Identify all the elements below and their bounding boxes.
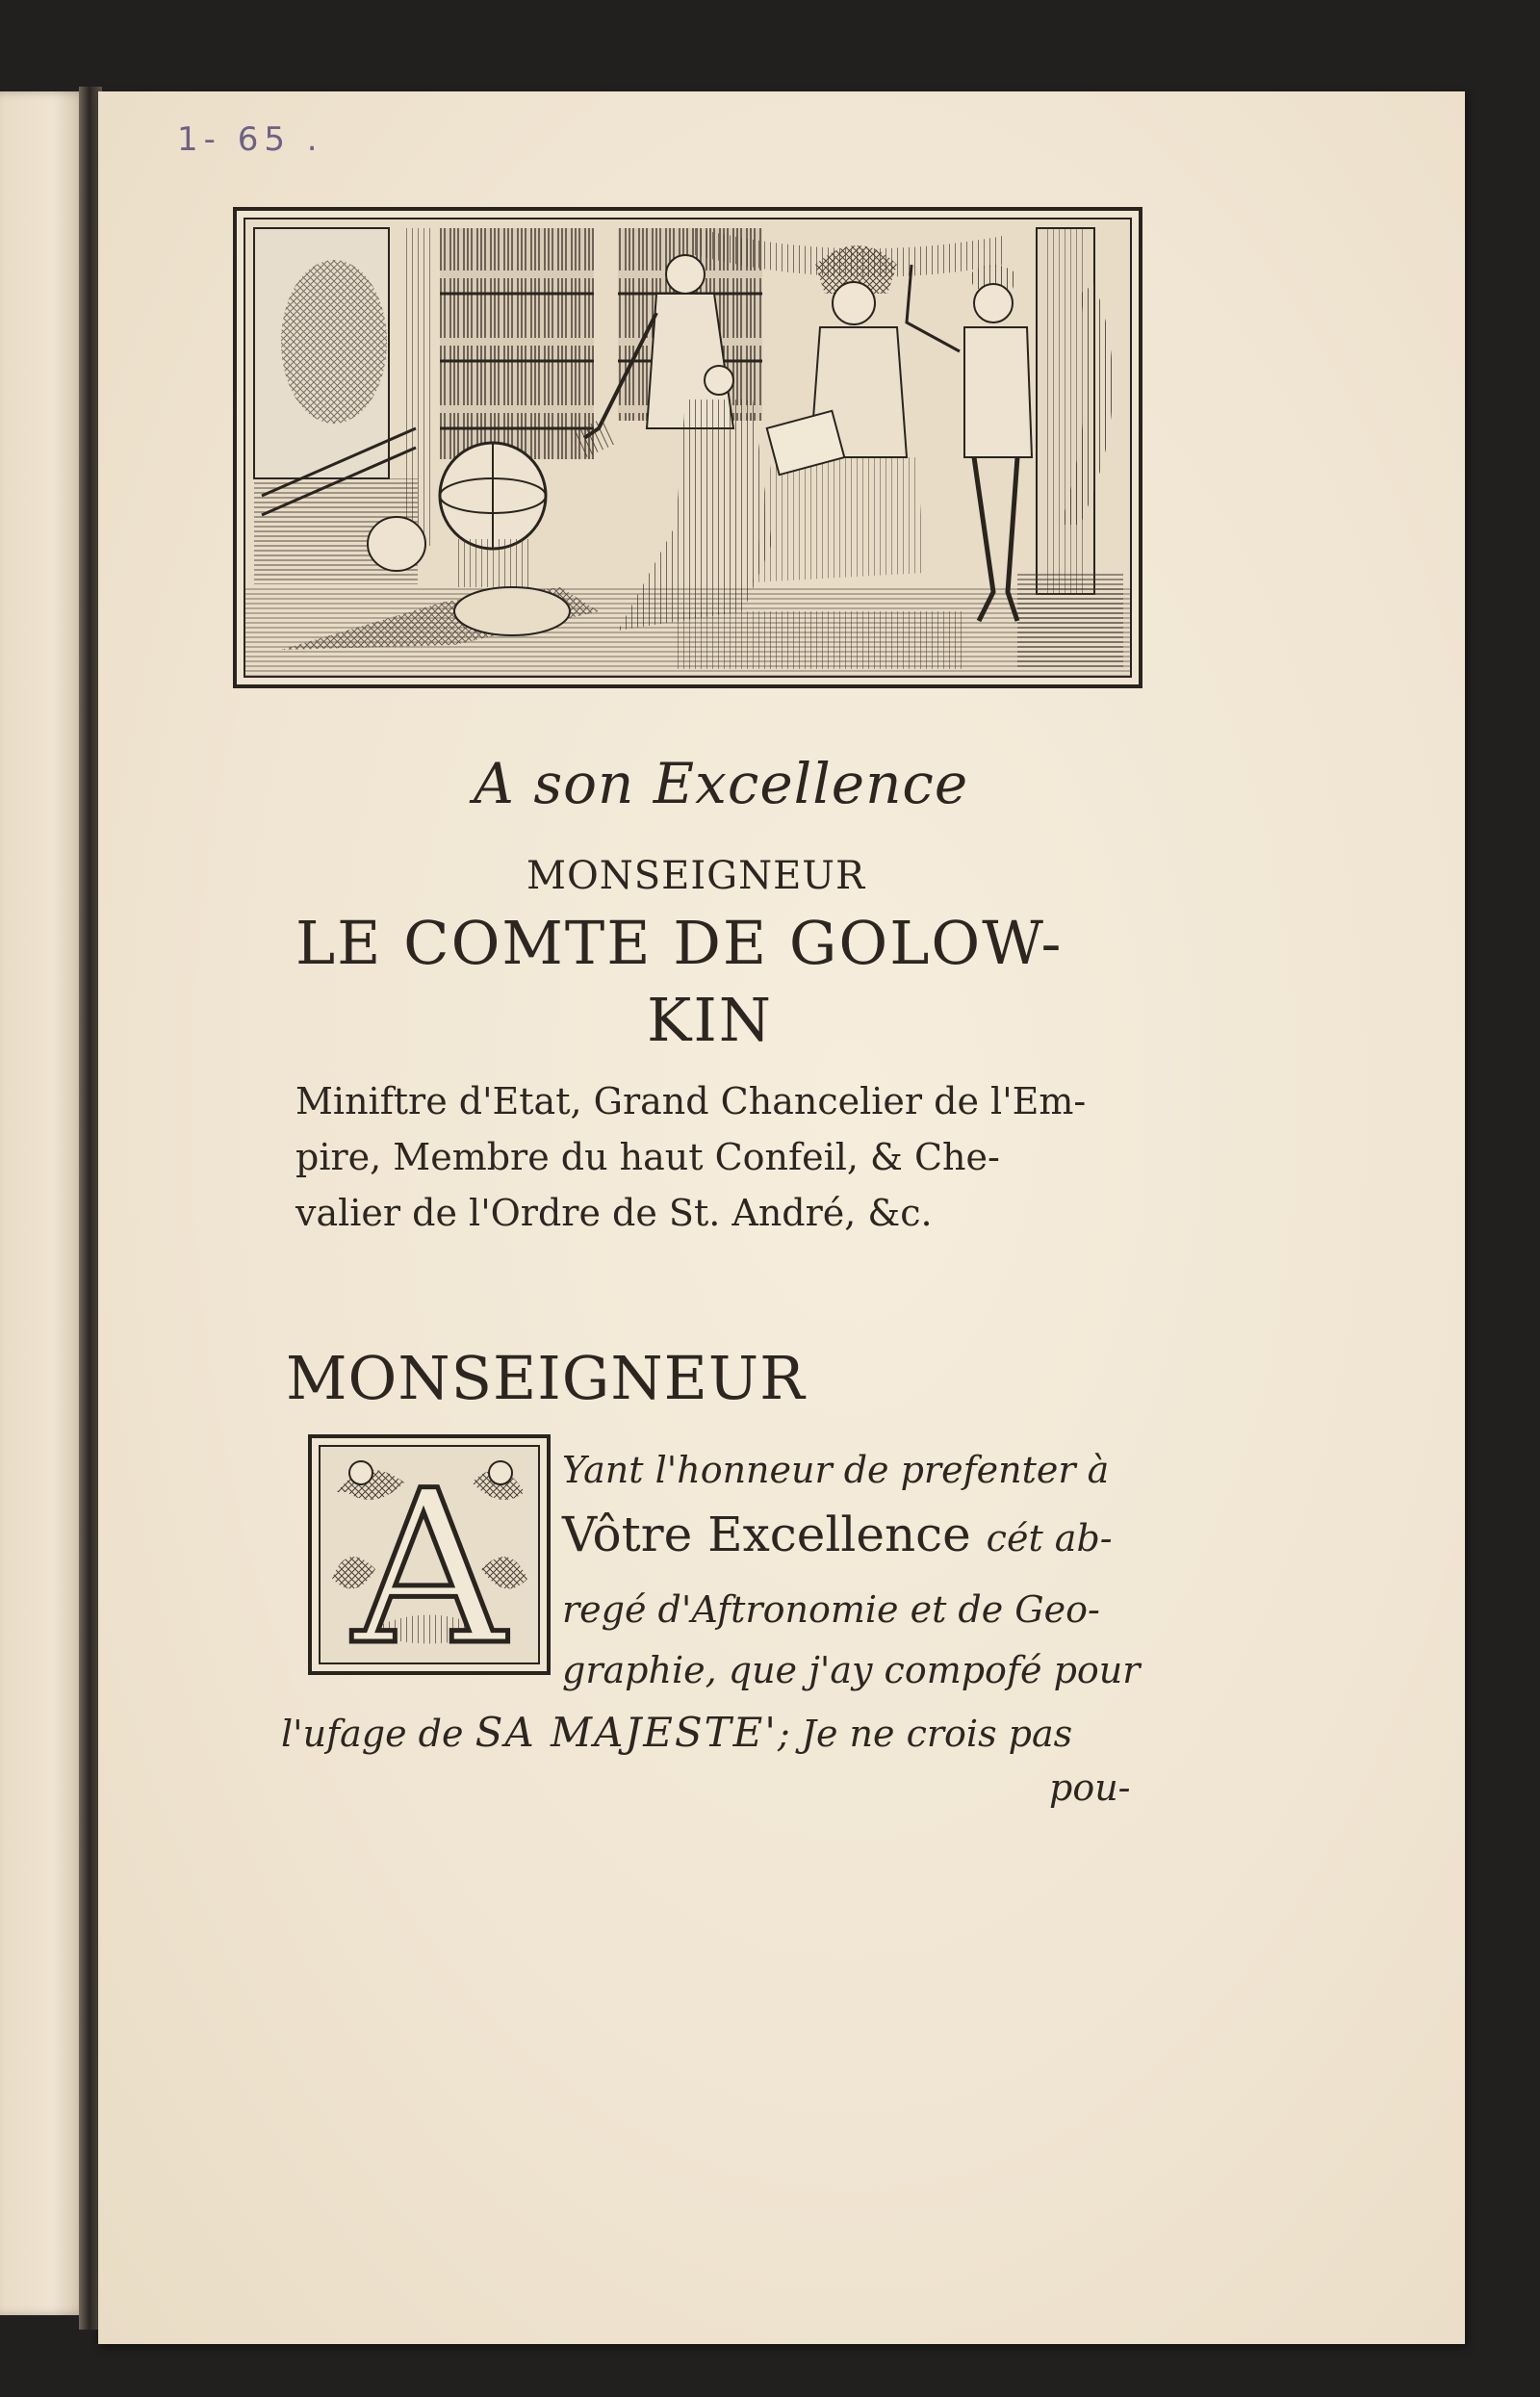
library-stamp: 1- 65 . [177, 120, 323, 159]
letter-line-5 [281, 1709, 1072, 1756]
catchword: pou- [1049, 1766, 1131, 1809]
dedication-name-line-2: KIN [647, 985, 774, 1055]
letter-line-5-a: l'ufage de [281, 1713, 464, 1755]
letter-line-2-main: Vôtre Excellence [562, 1507, 971, 1562]
letter-line-5-caps: SA MAJESTE' [475, 1709, 778, 1756]
book-page [98, 91, 1465, 2344]
letter-line-2-tail: cét ab- [986, 1517, 1113, 1559]
letter-line-5-b: ; Je ne crois pas [777, 1713, 1073, 1755]
letter-greeting: MONSEIGNEUR [286, 1343, 806, 1413]
dropcap-letter: A [352, 1445, 506, 1675]
titles-line: pire, Membre du haut Confeil, & Che- [295, 1136, 1000, 1178]
letter-line-1: Yant l'honneur de prefenter à [562, 1449, 1110, 1491]
dedication-titles [295, 1073, 1162, 1241]
titles-line: valier de l'Ordre de St. André, &c. [295, 1192, 933, 1234]
dedication-honorific: MONSEIGNEUR [526, 854, 866, 898]
letter-line-3: regé d'Aftronomie et de Geo- [562, 1588, 1100, 1631]
facing-page-edge [0, 91, 89, 2315]
letter-line-2 [562, 1507, 1113, 1562]
titles-line: Miniftre d'Etat, Grand Chancelier de l'Em- [295, 1080, 1087, 1122]
dedication-name-line-1: LE COMTE DE GOLOW- [295, 908, 1064, 978]
letter-line-4: graphie, que j'ay compofé pour [562, 1649, 1141, 1691]
ornamental-dropcap [308, 1434, 551, 1675]
engraved-headpiece-illustration [233, 207, 1142, 688]
dedication-salutation: A son Excellence [474, 751, 969, 816]
